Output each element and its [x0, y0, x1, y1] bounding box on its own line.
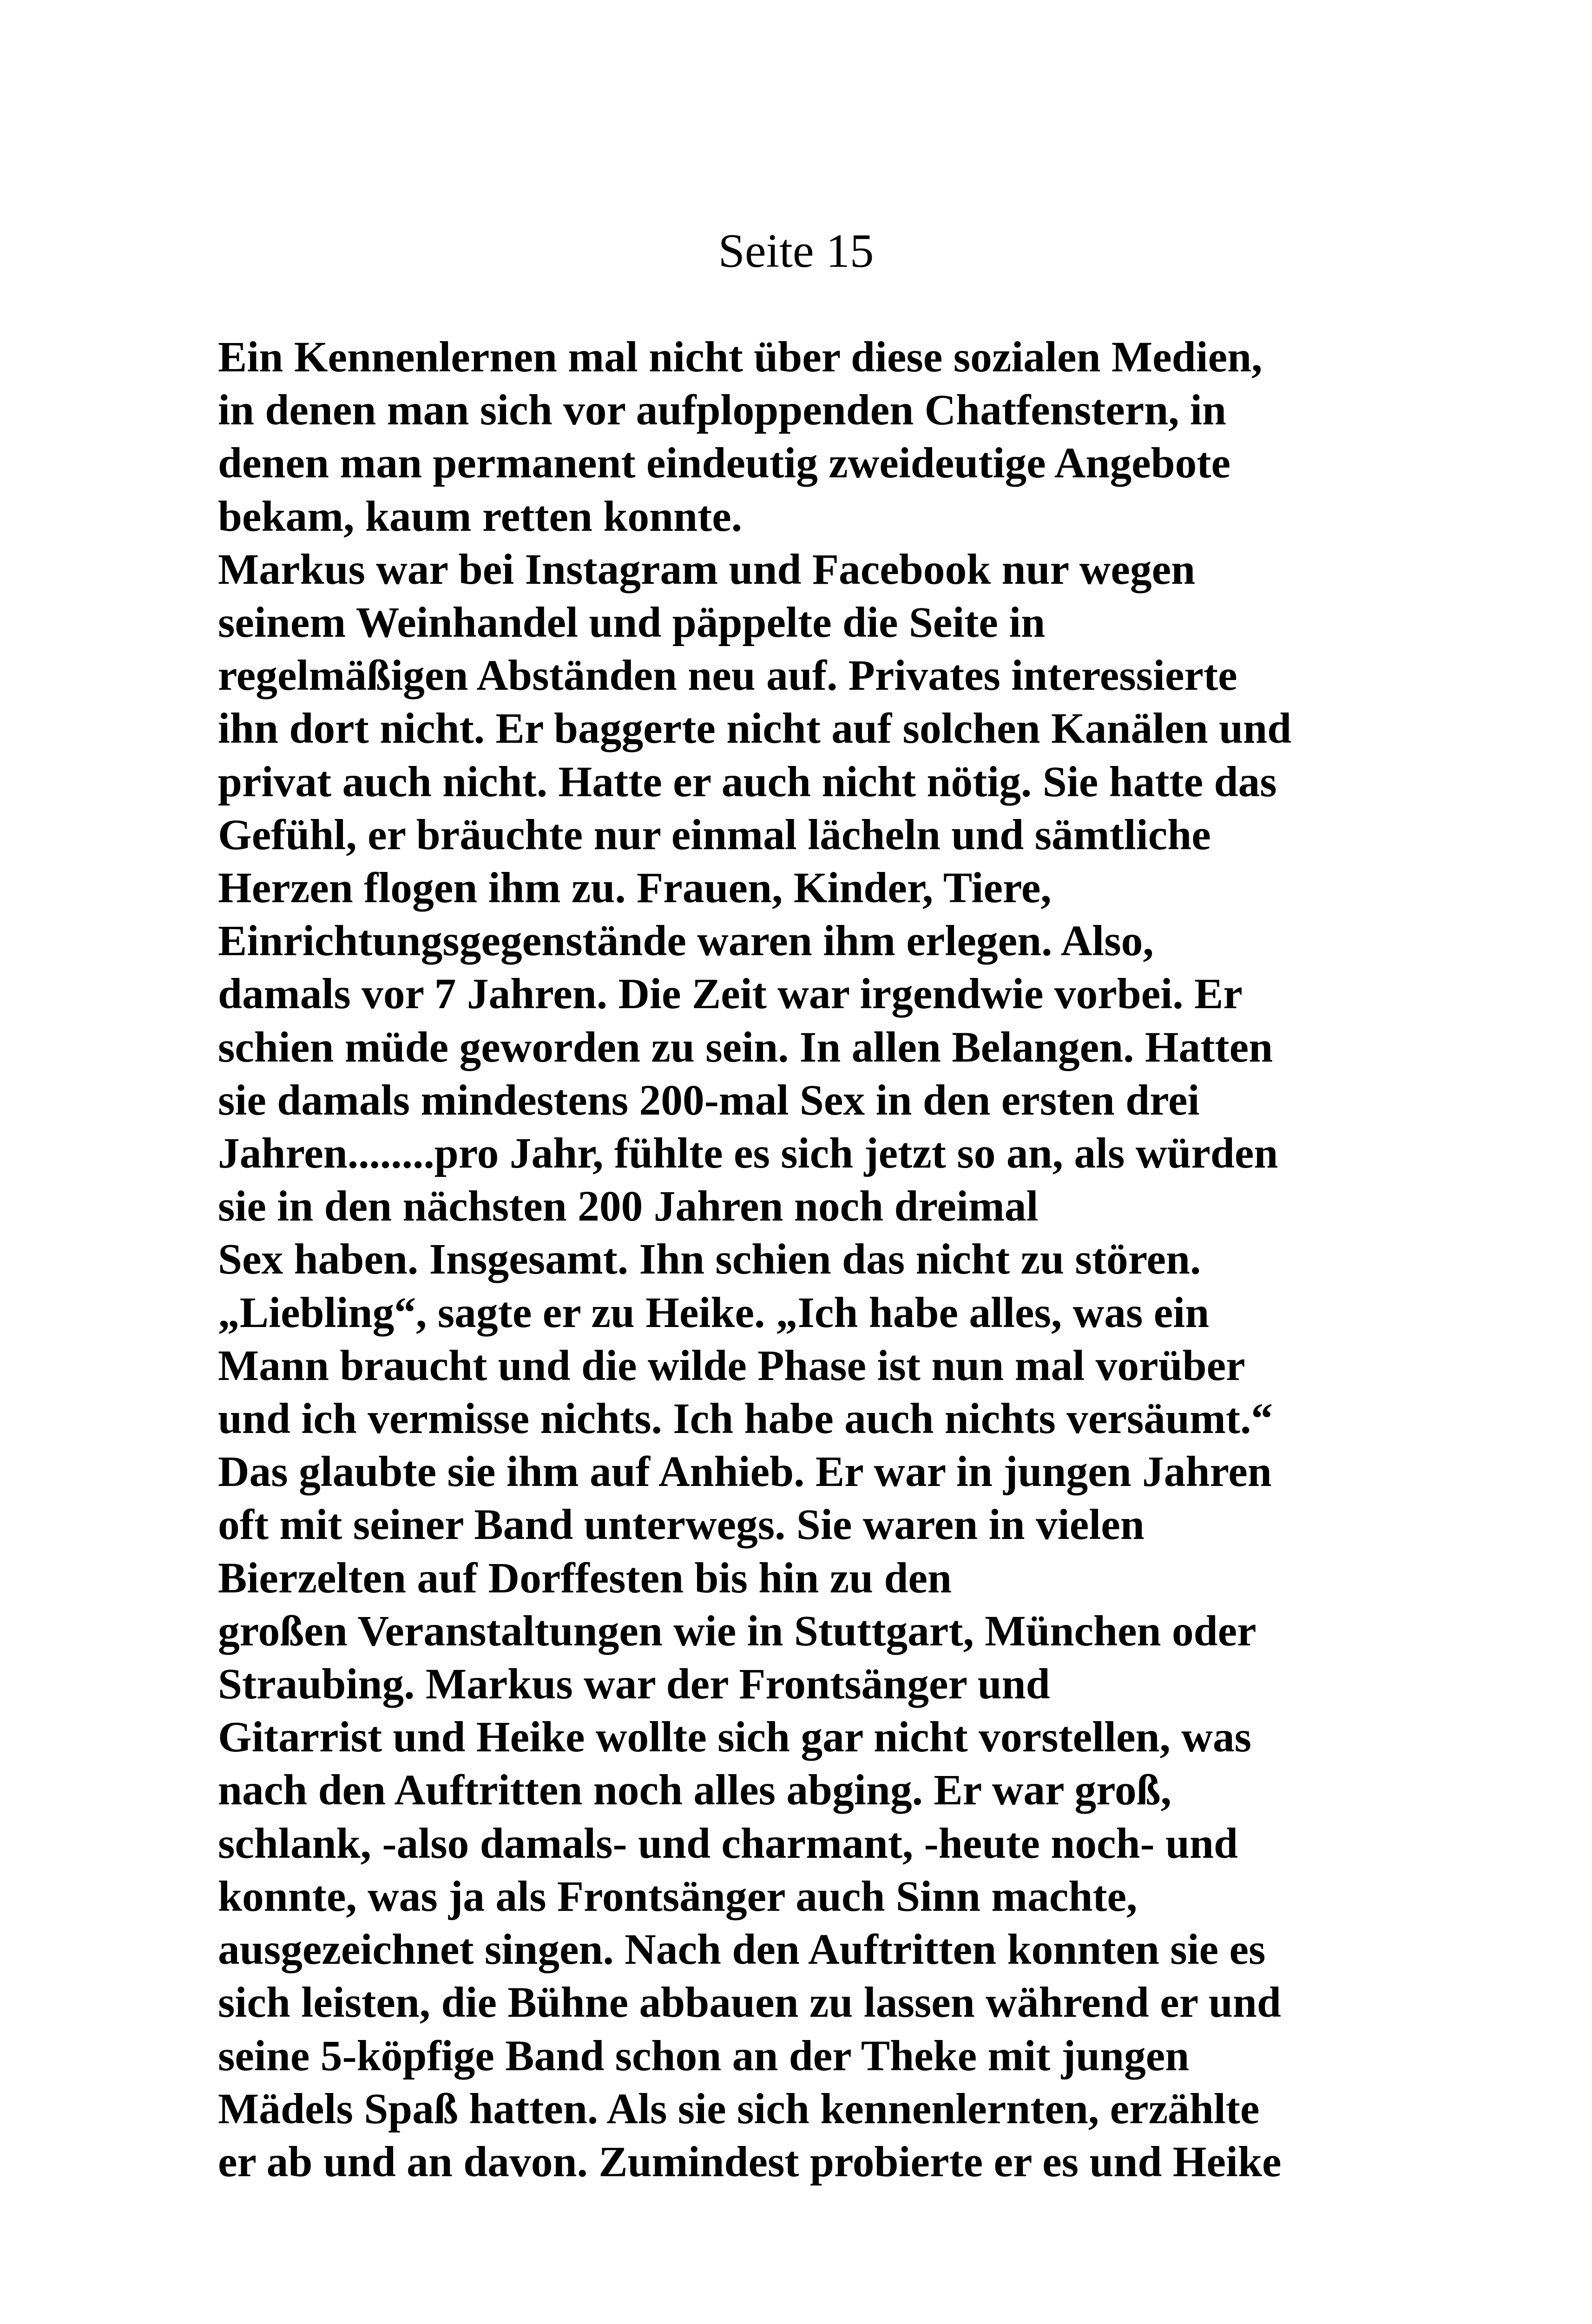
text-line: schien müde geworden zu sein. In allen Belangen. Hatten	[218, 1023, 1273, 1071]
text-line: nach den Auftritten noch alles abging. Er war groß,	[218, 1766, 1172, 1815]
text-line: großen Veranstaltungen wie in Stuttgart, München oder	[218, 1607, 1256, 1655]
text-line: und ich vermisse nichts. Ich habe auch nichts versäumt.“	[218, 1395, 1273, 1443]
text-line: „Liebling“, sagte er zu Heike. „Ich habe alles, was ein	[218, 1288, 1210, 1337]
text-line: sich leisten, die Bühne abbauen zu lassen während er und	[218, 1979, 1281, 2027]
text-line: sie in den nächsten 200 Jahren noch dreimal	[218, 1182, 1039, 1231]
text-line: seine 5-köpfige Band schon an der Theke mit jungen	[218, 2032, 1190, 2080]
text-line: Mann braucht und die wilde Phase ist nun mal vorüber	[218, 1341, 1245, 1390]
text-line: Jahren........pro Jahr, fühlte es sich jetzt so an, als würden	[218, 1129, 1278, 1178]
text-line: denen man permanent eindeutig zweideutige Angebote	[218, 439, 1230, 488]
text-line: ihn dort nicht. Er baggerte nicht auf solchen Kanälen und	[218, 705, 1292, 753]
text-line: Einrichtungsgegenstände waren ihm erlegen. Also,	[218, 917, 1154, 965]
text-line: Gefühl, er bräuchte nur einmal lächeln und sämtliche	[218, 811, 1211, 859]
text-line: er ab und an davon. Zumindest probierte er es und Heike	[218, 2138, 1282, 2186]
text-line: Markus war bei Instagram und Facebook nur wegen	[218, 545, 1196, 594]
text-line: damals vor 7 Jahren. Die Zeit war irgendwie vorbei. Er	[218, 970, 1243, 1018]
text-line: Gitarrist und Heike wollte sich gar nicht vorstellen, was	[218, 1713, 1251, 1762]
text-line: Bierzelten auf Dorffesten bis hin zu den	[218, 1554, 952, 1602]
text-line: konnte, was ja als Frontsänger auch Sinn machte,	[218, 1872, 1138, 1921]
text-line: seinem Weinhandel und päppelte die Seite in	[218, 599, 1046, 647]
text-line: in denen man sich vor aufploppenden Chatfenstern, in	[218, 386, 1226, 435]
text-line: Mädels Spaß hatten. Als sie sich kennenlernten, erzählte	[218, 2085, 1260, 2133]
text-line: bekam, kaum retten konnte.	[218, 492, 743, 541]
text-line: Straubing. Markus war der Frontsänger und	[218, 1660, 1050, 1709]
text-line: ausgezeichnet singen. Nach den Auftritten konnten sie es	[218, 1926, 1266, 1974]
page-title: Seite 15	[718, 224, 874, 277]
text-line: Ein Kennenlernen mal nicht über diese sozialen Medien,	[218, 333, 1263, 381]
text-line: Das glaubte sie ihm auf Anhieb. Er war in jungen Jahren	[218, 1448, 1272, 1496]
text-line: schlank, -also damals- und charmant, -heute noch- und	[218, 1819, 1238, 1868]
text-line: Sex haben. Insgesamt. Ihn schien das nicht zu stören.	[218, 1235, 1201, 1284]
text-line: regelmäßigen Abständen neu auf. Privates interessierte	[218, 652, 1237, 700]
text-line: oft mit seiner Band unterwegs. Sie waren in vielen	[218, 1501, 1145, 1549]
body-text	[218, 331, 1426, 2189]
text-line: sie damals mindestens 200-mal Sex in den ersten drei	[218, 1076, 1200, 1124]
text-line: privat auch nicht. Hatte er auch nicht nötig. Sie hatte das	[218, 758, 1277, 806]
text-line: Herzen flogen ihm zu. Frauen, Kinder, Tiere,	[218, 864, 1052, 912]
